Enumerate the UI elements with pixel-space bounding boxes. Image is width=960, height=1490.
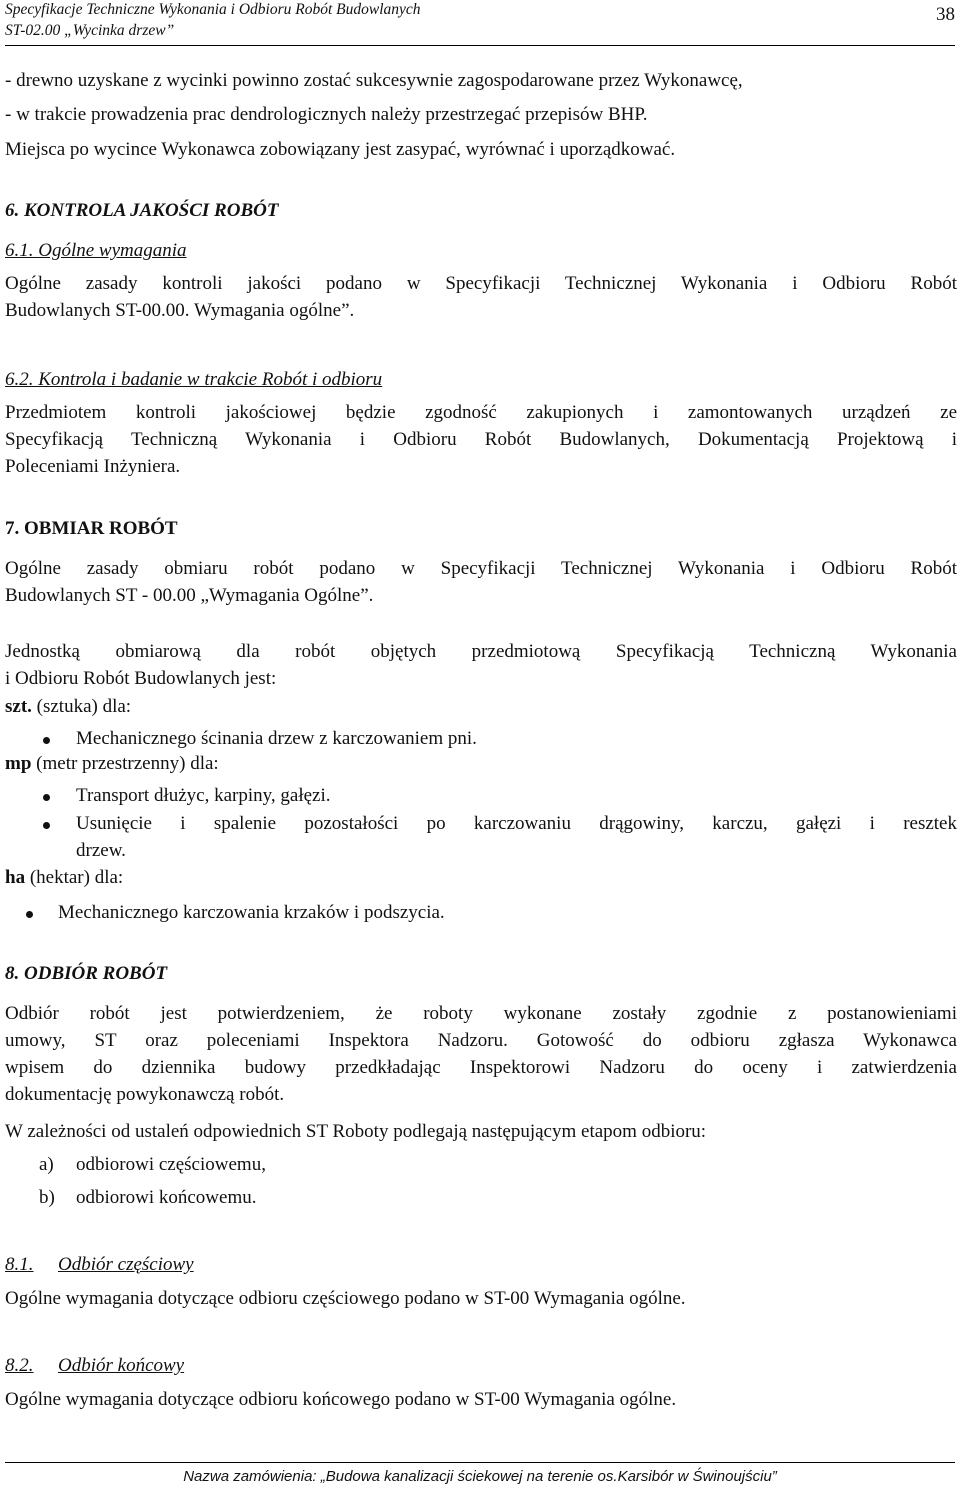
list-item-marker: a) xyxy=(39,1154,54,1175)
paragraph-line: Budowlanych ST-00.00. Wymagania ogólne”. xyxy=(5,300,355,321)
section-8-heading: 8. ODBIÓR ROBÓT xyxy=(5,963,168,984)
list-item-text: Transport dłużyc, karpiny, gałęzi. xyxy=(76,785,331,806)
unit-label: ha xyxy=(5,867,26,888)
paragraph-line: Poleceniami Inżyniera. xyxy=(5,456,181,477)
bullet-icon xyxy=(26,911,33,918)
paragraph-line: umowy, ST oraz poleceniami Inspektora Nadzoru. Gotowość do odbioru zgłasza Wykonawca xyxy=(5,1030,957,1051)
unit-label: szt. xyxy=(5,696,32,717)
unit-line xyxy=(5,693,957,720)
paragraph-line: Specyfikacją Techniczną Wykonania i Odbioru Robót Budowlanych, Dokumentacją Projektową i xyxy=(5,429,957,450)
header-divider xyxy=(5,45,955,46)
bullet-icon xyxy=(43,822,50,829)
paragraph-line: Odbiór robót jest potwierdzeniem, że roboty wykonane zostały zgodnie z postanowieniami xyxy=(5,1003,957,1024)
heading-title: Odbiór końcowy xyxy=(58,1355,185,1376)
bullet-icon xyxy=(43,737,50,744)
list-item-text: odbiorowi częściowemu, xyxy=(76,1154,266,1175)
list-item-text: Mechanicznego ścinania drzew z karczowaniem pni. xyxy=(76,728,477,749)
section-6-2-heading: 6.2. Kontrola i badanie w trakcie Robót i odbioru xyxy=(5,369,383,390)
intro-line: Miejsca po wycince Wykonawca zobowiązany jest zasypać, wyrównać i uporządkować. xyxy=(5,139,676,160)
unit-description: (hektar) dla: xyxy=(25,867,124,888)
paragraph-line: Budowlanych ST - 00.00 „Wymagania Ogólne”. xyxy=(5,585,374,606)
list-item-marker: b) xyxy=(39,1187,55,1208)
paragraph-line: i Odbioru Robót Budowlanych jest: xyxy=(5,668,277,689)
unit-line xyxy=(5,864,957,891)
list-item-text: odbiorowi końcowemu. xyxy=(76,1187,257,1208)
section-8-1-heading xyxy=(5,1251,957,1278)
footer-divider xyxy=(5,1462,955,1463)
paragraph-line: Ogólne wymagania dotyczące odbioru końcowego podano w ST-00 Wymagania ogólne. xyxy=(5,1389,677,1410)
unit-line xyxy=(5,750,957,777)
heading-number: 8.2. xyxy=(5,1355,34,1376)
paragraph-line: dokumentację powykonawczą robót. xyxy=(5,1084,285,1105)
intro-line: - drewno uzyskane z wycinki powinno zostać sukcesywnie zagospodarowane przez Wykonawcę, xyxy=(5,70,743,91)
list-item-text: Mechanicznego karczowania krzaków i podszycia. xyxy=(58,902,445,923)
heading-number: 8.1. xyxy=(5,1254,34,1275)
unit-description: (sztuka) dla: xyxy=(31,696,132,717)
list-item xyxy=(5,810,957,864)
paragraph-line: Ogólne wymagania dotyczące odbioru częściowego podano w ST-00 Wymagania ogólne. xyxy=(5,1288,686,1309)
section-8-2-heading xyxy=(5,1352,957,1379)
list-item-text: Usunięcie i spalenie pozostałości po karczowaniu drągowiny, karczu, gałęzi i resztek xyxy=(76,813,957,834)
paragraph-line: Ogólne zasady kontroli jakości podano w Specyfikacji Technicznej Wykonania i Odbioru Robót xyxy=(5,273,957,294)
paragraph-line: Ogólne zasady obmiaru robót podano w Specyfikacji Technicznej Wykonania i Odbioru Robót xyxy=(5,558,957,579)
document-subtitle: ST-02.00 „Wycinka drzew” xyxy=(5,22,175,39)
unit-description: (metr przestrzenny) dla: xyxy=(31,753,219,774)
section-6-1-heading: 6.1. Ogólne wymagania xyxy=(5,240,187,261)
heading-title: Odbiór częściowy xyxy=(58,1254,194,1275)
document-title: Specyfikacje Techniczne Wykonania i Odbioru Robót Budowlanych xyxy=(5,1,421,18)
intro-line: - w trakcie prowadzenia prac dendrologicznych należy przestrzegać przepisów BHP. xyxy=(5,104,648,125)
unit-label: mp xyxy=(5,753,32,774)
paragraph-line: Jednostką obmiarową dla robót objętych przedmiotową Specyfikacją Techniczną Wykonania xyxy=(5,641,957,662)
page-footer: Nazwa zamówienia: „Budowa kanalizacji ściekowej na terenie os.Karsibór w Świnoujściu” xyxy=(183,1468,777,1485)
paragraph-line: W zależności od ustaleń odpowiednich ST Roboty podlegają następującym etapom odbioru: xyxy=(5,1121,707,1142)
paragraph-line: wpisem do dziennika budowy przedkładając Inspektorowi Nadzoru do oceny i zatwierdzenia xyxy=(5,1057,957,1078)
section-6-heading: 6. KONTROLA JAKOŚCI ROBÓT xyxy=(5,200,279,221)
paragraph-line: Przedmiotem kontroli jakościowej będzie zgodność zakupionych i zamontowanych urządzeń ze xyxy=(5,402,957,423)
list-item-text: drzew. xyxy=(76,840,126,861)
section-7-heading: 7. OBMIAR ROBÓT xyxy=(5,518,178,539)
page-number: 38 xyxy=(936,4,955,25)
bullet-icon xyxy=(43,794,50,801)
